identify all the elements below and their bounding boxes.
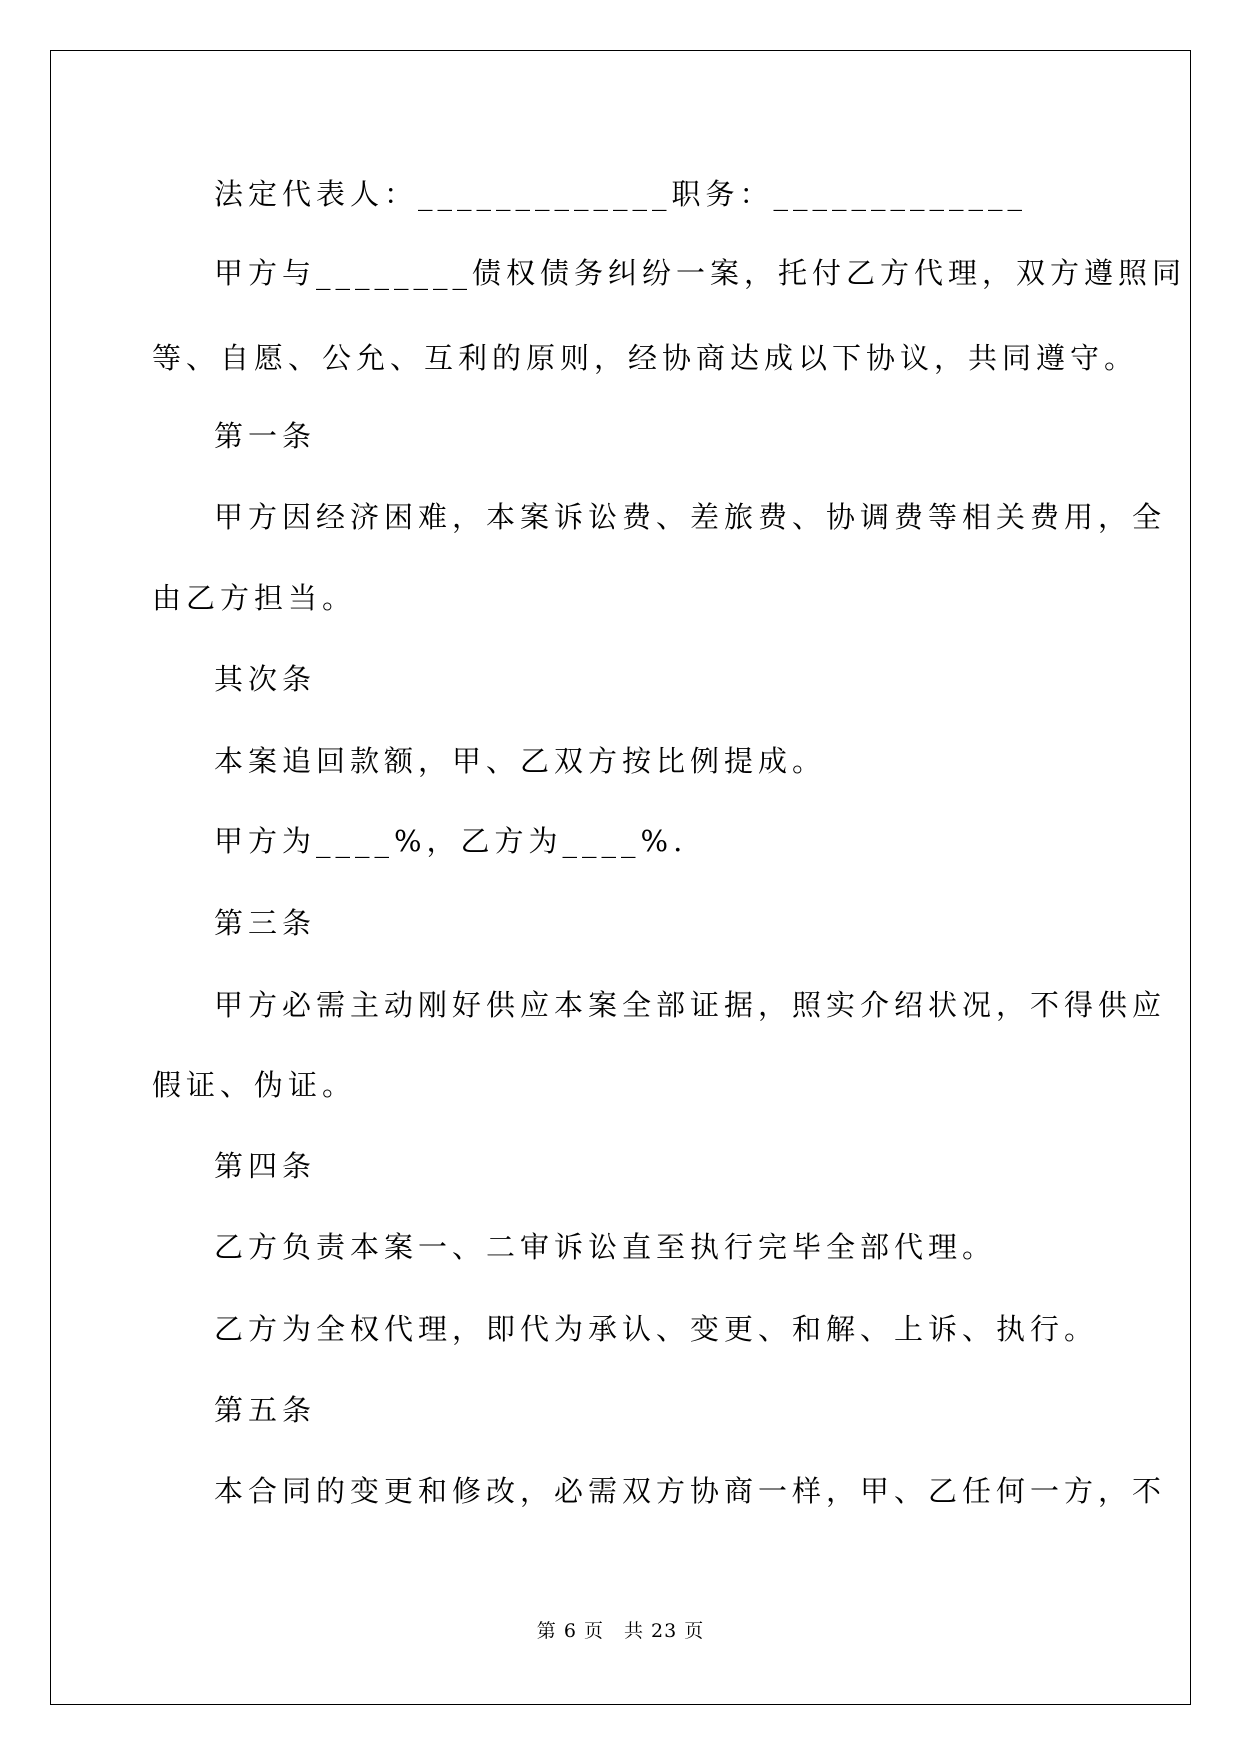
- text-line: 乙方负责本案一、二审诉讼直至执行完毕全部代理。: [214, 1230, 997, 1264]
- text-line: 由乙方担当。: [152, 581, 357, 615]
- article-heading: 第五条: [214, 1393, 317, 1427]
- text-line: 法定代表人：_____________职务：_____________: [214, 177, 1028, 211]
- text-line: 等、自愿、公允、互利的原则，经协商达成以下协议，共同遵守。: [152, 341, 1139, 375]
- text-line: 甲方必需主动刚好供应本案全部证据，照实介绍状况，不得供应: [214, 988, 1167, 1022]
- text-line: 本案追回款额，甲、乙双方按比例提成。: [214, 744, 827, 778]
- article-heading: 其次条: [214, 662, 317, 696]
- article-heading: 第三条: [214, 906, 317, 940]
- article-heading: 第一条: [214, 419, 317, 453]
- page-border: [50, 50, 1191, 1705]
- text-line: 甲方因经济困难，本案诉讼费、差旅费、协调费等相关费用，全: [214, 500, 1167, 534]
- text-line: 本合同的变更和修改，必需双方协商一样，甲、乙任何一方，不: [214, 1474, 1167, 1508]
- text-line: 乙方为全权代理，即代为承认、变更、和解、上诉、执行。: [214, 1312, 1099, 1346]
- text-line: 甲方为____%，乙方为____%.: [214, 824, 688, 858]
- text-line: 甲方与________债权债务纠纷一案，托付乙方代理，双方遵照同: [214, 256, 1187, 290]
- article-heading: 第四条: [214, 1149, 317, 1183]
- page-footer: 第 6 页 共 23 页: [536, 1620, 705, 1642]
- text-line: 假证、伪证。: [152, 1068, 357, 1102]
